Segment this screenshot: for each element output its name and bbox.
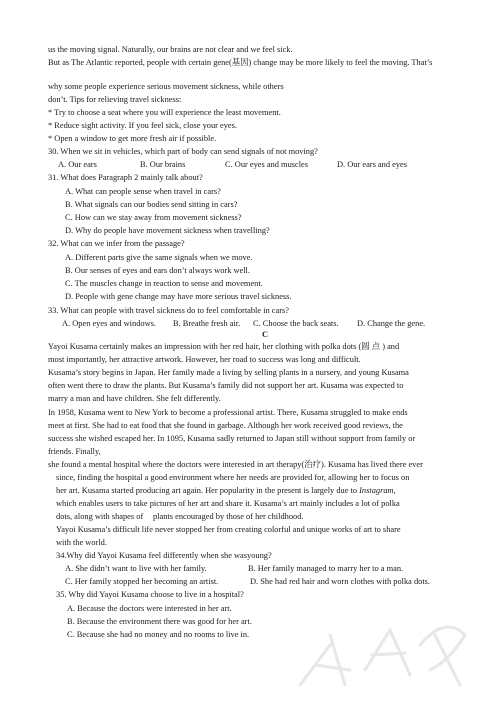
- passage-line: friends. Finally,: [48, 447, 101, 456]
- passage-line: us the moving signal. Naturally, our brains are not clear and we feel sick.: [48, 45, 293, 54]
- passage-line: don’t. Tips for relieving travel sickness:: [48, 95, 182, 104]
- passage-line: plants encouraged by those of her childhood.: [153, 512, 304, 521]
- passage-line: why some people experience serious movement sickness, while others: [48, 82, 284, 91]
- passage-line: Yayoi Kusama’s difficult life never stopped her from creating colorful and unique works of art to share: [56, 525, 401, 534]
- passage-line: marry a man and have children. She felt differently.: [48, 394, 221, 403]
- question-30: 30. When we sit in vehicles, which part of body can send signals of not moving?: [48, 147, 318, 156]
- question-34: 34.Why did Yayoi Kusama feel differently when she wasyoung?: [56, 551, 272, 560]
- q33-option-a: A. Open eyes and windows.: [62, 319, 156, 328]
- tip-item: * Try to choose a seat where you will experience the least movement.: [48, 108, 281, 117]
- question-35: 35. Why did Yayoi Kusama choose to live in a hospital?: [56, 590, 244, 599]
- passage-line: which enables users to take pictures of her art and share it. Kusama’s art mainly includes a lot of polka: [56, 499, 400, 508]
- passage-line: In 1958, Kusama went to New York to become a professional artist. There, Kusama struggled to make ends: [48, 408, 408, 417]
- q30-option-b: B. Our brains: [140, 160, 186, 169]
- q31-option-a: A. What can people sense when travel in cars?: [65, 187, 221, 196]
- question-32: 32. What can we infer from the passage?: [48, 239, 185, 248]
- passage-line: often went there to draw the plants. But Kusama’s family did not support her art. Kusama was expected to: [48, 381, 404, 390]
- passage-line: But as The Atlantic reported, people with certain gene(基因) change may be more likely to feel the moving. That’s: [48, 58, 433, 67]
- q30-option-c: C. Our eyes and muscles: [225, 160, 309, 169]
- q34-option-a: A. She didn’t want to live with her family.: [65, 564, 207, 573]
- passage-line: she found a mental hospital where the doctors were interested in art therapy(治疗). Kusama has lived there ever: [48, 460, 423, 469]
- q35-option-b: B. Because the environment there was good for her art.: [67, 617, 252, 626]
- passage-line: [56, 485, 396, 497]
- question-31: 31. What does Paragraph 2 mainly talk about?: [48, 173, 203, 182]
- watermark: [260, 575, 490, 700]
- q34-option-c: C. Her family stopped her becoming an artist.: [65, 577, 219, 586]
- q35-option-c: C. Because she had no money and no rooms to live in.: [67, 630, 250, 639]
- q30-option-d: D. Our ears and eyes: [337, 160, 407, 169]
- passage-line: meet at first. She had to eat food that she found in garbage. Although her work received good reviews, the: [48, 421, 403, 430]
- q32-option-d: D. People with gene change may have more serious travel sickness.: [65, 292, 292, 301]
- tip-item: * Open a window to get more fresh air if possible.: [48, 134, 217, 143]
- instagram-text: Instagram,: [359, 486, 396, 495]
- q31-option-d: D. Why do people have movement sickness when travelling?: [65, 226, 270, 235]
- q32-option-a: A. Different parts give the same signals when we move.: [65, 253, 253, 262]
- q31-option-c: C. How can we stay away from movement sickness?: [65, 213, 242, 222]
- passage-line: Yayoi Kusama certainly makes an impression with her red hair, her clothing with polka dots (圆 点 ) and: [48, 342, 400, 351]
- question-33: 33. What can people with travel sickness do to feel comfortable in cars?: [48, 306, 290, 315]
- passage-line: with the world.: [56, 538, 107, 547]
- passage-line: dots, along with shapes of: [56, 512, 144, 521]
- q31-option-b: B. What signals can our bodies send sitting in cars?: [65, 200, 238, 209]
- passage-line: most importantly, her attractive artwork. However, her road to success was long and difficult.: [48, 355, 361, 364]
- q30-option-a: A. Our ears: [58, 160, 97, 169]
- q32-option-c: C. The muscles change in reaction to sense and movement.: [65, 279, 263, 288]
- passage-text: her art. Kusama started producing art again. Her popularity in the present is largely due to: [56, 486, 358, 495]
- section-heading: C: [262, 330, 269, 339]
- q34-option-d: D. She had red hair and worn clothes with polka dots.: [250, 577, 431, 586]
- passage-line: Kusama’s story begins in Japan. Her family made a living by selling plants in a nursery, and young Kusama: [48, 368, 409, 377]
- q35-option-a: A. Because the doctors were interested in her art.: [67, 604, 232, 613]
- tip-item: * Reduce sight activity. If you feel sick, close your eyes.: [48, 121, 238, 130]
- passage-line: since, finding the hospital a good environment where her needs are provided for, allowing her to focus on: [56, 473, 410, 482]
- q33-option-d: D. Change the gene.: [357, 319, 426, 328]
- q34-option-b: B. Her family managed to marry her to a man.: [248, 564, 404, 573]
- q32-option-b: B. Our senses of eyes and ears don’t always work well.: [65, 266, 250, 275]
- q33-option-c: C. Choose the back seats.: [253, 319, 339, 328]
- passage-line: success she wished escaped her. In 1095, Kusama sadly returned to Japan still without support from family or: [48, 434, 416, 443]
- q33-option-b: B. Breathe fresh air.: [173, 319, 241, 328]
